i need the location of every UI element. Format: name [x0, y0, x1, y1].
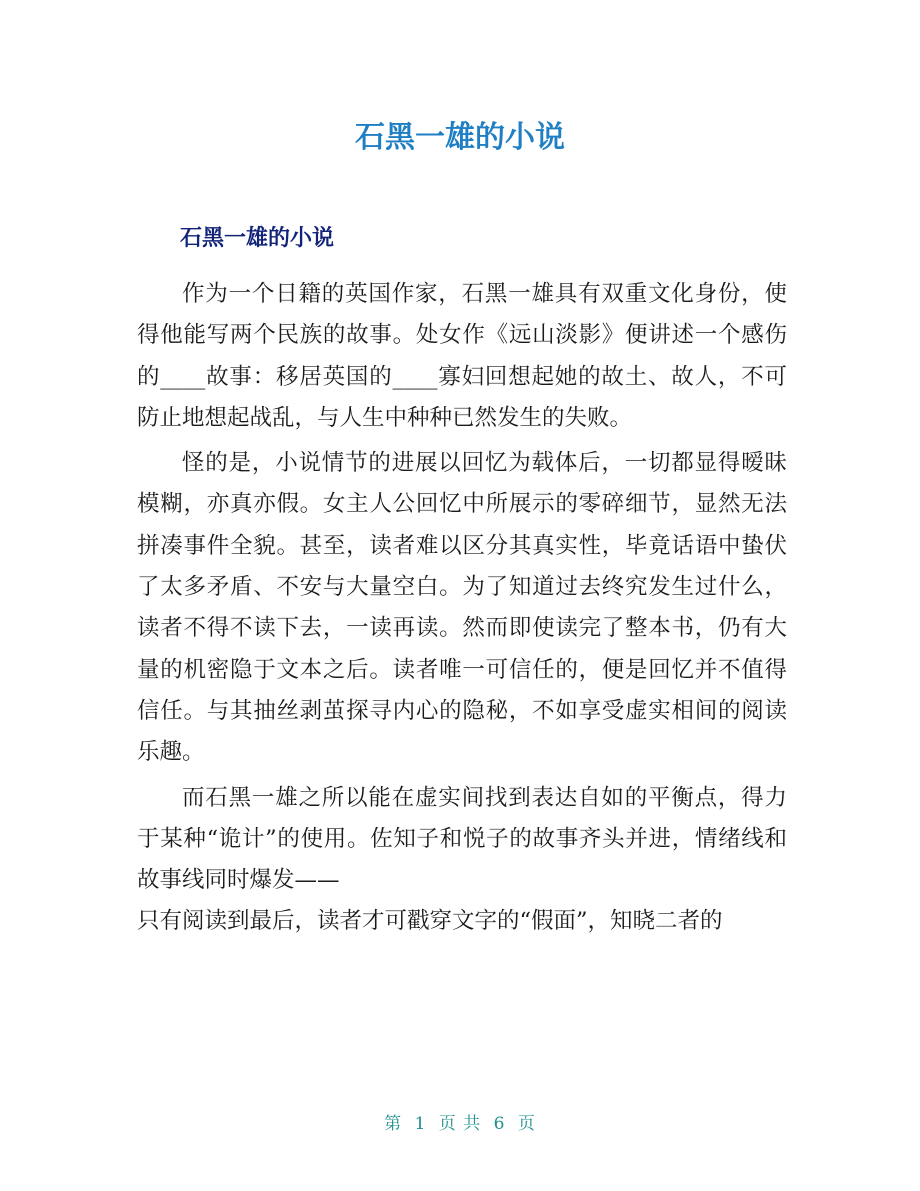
- footer-total-pages: 6: [493, 1114, 506, 1134]
- paragraph-4: 只有阅读到最后，读者才可戳穿文字的“假面”，知晓二者的: [137, 908, 723, 935]
- footer-label-end: 页: [517, 1114, 536, 1134]
- page-footer: [0, 1111, 920, 1137]
- footer-label-of: 页 共: [438, 1114, 482, 1134]
- section-heading: 石黑一雄的小说: [180, 226, 335, 251]
- footer-current-page: 1: [414, 1114, 427, 1134]
- footer-label-page: 第: [384, 1114, 403, 1134]
- page-title: 石黑一雄的小说: [355, 120, 565, 155]
- paragraph-3: 而石黑一雄之所以能在虚实间找到表达自如的平衡点，得力于某种“诡计”的使用。佐知子和悦子的故事齐头并进，情绪线和故事线同时爆发——: [137, 784, 787, 894]
- document-body: [137, 274, 787, 943]
- paragraph-2: 怪的是，小说情节的进展以回忆为载体后，一切都显得暧昧模糊，亦真亦假。女主人公回忆中所展示的零碎细节，显然无法拼凑事件全貌。甚至，读者难以区分其真实性，毕竟话语中蛰伏了太多矛盾、不安与大量空白。为了知道过去终究发生过什么，读者不得不读下去，一读再读。然而即使读完了整本书，仍有大量的机密隐于文本之后。读者唯一可信任的，便是回忆并不值得信任。与其抽丝剥茧探寻内心的隐秘，不如享受虚实相间的阅读乐趣。: [137, 450, 787, 766]
- paragraph-1: 作为一个日籍的英国作家，石黑一雄具有双重文化身份，使得他能写两个民族的故事。处女作《远山淡影》便讲述一个感伤的____故事：移居英国的____寡妇回想起她的故土、故人，不可防止地想起战乱，与人生中种种已然发生的失败。: [137, 281, 787, 431]
